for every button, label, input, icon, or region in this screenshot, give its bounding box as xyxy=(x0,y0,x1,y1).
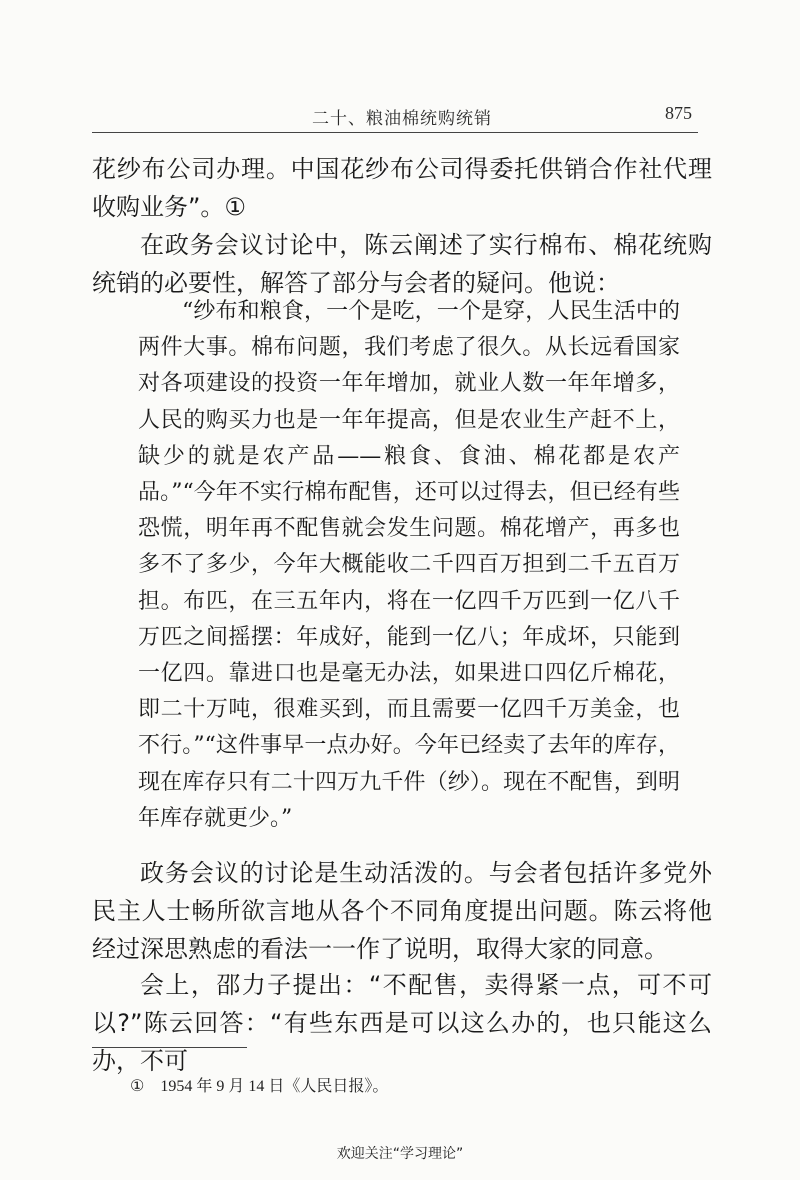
paragraph-text: 花纱布公司办理。中国花纱布公司得委托供销合作社代理收购业务”。① xyxy=(92,155,712,221)
footnote-text: 1954 年 9 月 14 日《人民日报》。 xyxy=(160,1078,389,1095)
chapter-title: 二十、粮油棉统购统销 xyxy=(312,109,492,129)
watermark-caption: 欢迎关注“学习理论” xyxy=(336,1146,464,1162)
quote-text: “纱布和粮食，一个是吃，一个是穿，人民生活中的两件大事。棉布问题，我们考虑了很久。从长远看国家对各项建设的投资一年年增加，就业人数一年年增多，人民的购买力也是一年年提高，但是农业生产赶不上，缺少的就是农产品——粮食、食油、棉花都是农产品。”“今年不实行棉布配售，还可以过得去，但已经有些恐慌，明年再不配售就会发生问题。棉花增产，再多也多不了多少，今年大概能收二千四百万担到二千五百万担。布匹，在三五年内，将在一亿四千万匹到一亿八千万匹之间摇摆：年成好，能到一亿八；年成坏，只能到一亿四。靠进口也是毫无办法，如果进口四亿斤棉花，即二十万吨，很难买到，而且需要一亿四千万美金，也不行。”“这件事早一点办好。今年已经卖了去年的库存，现在库存只有二十四万九千件（纱）。现在不配售，到明年库存就更少。” xyxy=(138,299,680,831)
paragraph-text: 会上，邵力子提出：“不配售，卖得紧一点，可不可以?”陈云回答：“有些东西是可以这么办的，也只能这么办，不可 xyxy=(92,971,712,1075)
page-number: 875 xyxy=(665,103,692,123)
paragraph-text: 政务会议的讨论是生动活泼的。与会者包括许多党外民主人士畅所欲言地从各个不同角度提出问题。陈云将他经过深思熟虑的看法一一作了说明，取得大家的同意。 xyxy=(92,859,712,963)
paragraph-intro xyxy=(92,226,712,302)
block-quote xyxy=(138,294,680,837)
paragraph-continuation xyxy=(92,150,712,226)
footnote-divider xyxy=(92,1047,247,1048)
footnote-marker: ① xyxy=(130,1078,145,1095)
running-header xyxy=(92,100,698,133)
paragraph-text: 在政务会议讨论中，陈云阐述了实行棉布、棉花统购统销的必要性，解答了部分与会者的疑问。他说： xyxy=(92,231,712,297)
paragraph-discussion xyxy=(92,854,712,968)
footnote xyxy=(130,1073,388,1096)
paragraph-meeting xyxy=(92,966,712,1080)
